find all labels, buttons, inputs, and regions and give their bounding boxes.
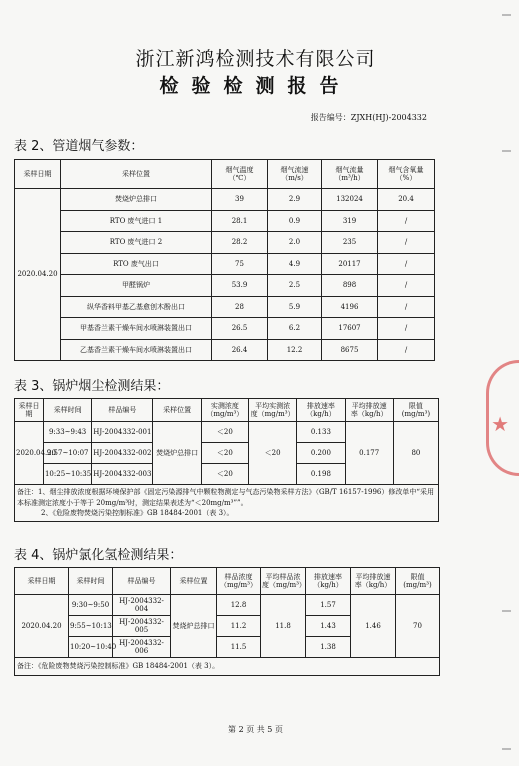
cell: 26.4 bbox=[212, 339, 268, 361]
col-header: 采样时间 bbox=[43, 399, 91, 422]
sample-date-cell: 2020.04.20 bbox=[15, 189, 61, 361]
cell: / bbox=[378, 275, 435, 297]
cell: 0.133 bbox=[297, 422, 345, 443]
table-row bbox=[15, 189, 435, 211]
cell: 2.5 bbox=[268, 275, 322, 297]
col-header: 平均实测浓 度（mg/m³） bbox=[248, 399, 296, 422]
table-row bbox=[15, 275, 435, 297]
cell: 4196 bbox=[322, 296, 378, 318]
cell: 12.2 bbox=[268, 339, 322, 361]
hcl-results-table bbox=[14, 567, 440, 676]
col-header: 烟气流速 （m/s） bbox=[268, 160, 322, 189]
cell: 1.38 bbox=[306, 637, 351, 658]
location-cell: 焚烧炉总排口 bbox=[153, 422, 201, 485]
cell: 26.5 bbox=[212, 318, 268, 340]
cell: HJ-2004332-004 bbox=[113, 595, 171, 616]
dust-results-table bbox=[14, 398, 439, 522]
cell: 焚烧炉总排口 bbox=[61, 189, 212, 211]
avg-rate-cell: 1.46 bbox=[351, 595, 396, 658]
table-row bbox=[15, 422, 439, 443]
cell: 2.0 bbox=[268, 232, 322, 254]
cell: 0.9 bbox=[268, 210, 322, 232]
cell: 12.8 bbox=[217, 595, 261, 616]
cell: 39 bbox=[212, 189, 268, 211]
sample-date-cell: 2020.04.20 bbox=[15, 422, 44, 485]
cell: 甲醛锅炉 bbox=[61, 275, 212, 297]
cell: 9:55~10:13 bbox=[69, 616, 113, 637]
cell: 235 bbox=[322, 232, 378, 254]
page-number: 第 2 页 共 5 页 bbox=[228, 725, 283, 734]
cell: 甲基香兰素干燥车间水喷淋装置出口 bbox=[61, 318, 212, 340]
cell: 28.2 bbox=[212, 232, 268, 254]
col-header: 限值(mg/m³) bbox=[396, 568, 440, 595]
cell: HJ-2004332-003 bbox=[92, 464, 153, 485]
cell: 11.2 bbox=[217, 616, 261, 637]
col-header: 样品浓度 （mg/m³） bbox=[217, 568, 261, 595]
cell: HJ-2004332-006 bbox=[113, 637, 171, 658]
table-row bbox=[15, 232, 435, 254]
edge-mark bbox=[502, 14, 511, 16]
cell: / bbox=[378, 210, 435, 232]
cell: 53.9 bbox=[212, 275, 268, 297]
limit-cell: 70 bbox=[396, 595, 440, 658]
cell: 10:20~10:40 bbox=[69, 637, 113, 658]
col-header: 烟气温度 （℃） bbox=[212, 160, 268, 189]
cell: 8675 bbox=[322, 339, 378, 361]
cell: 0.198 bbox=[297, 464, 345, 485]
cell: RTO 废气进口 1 bbox=[61, 210, 212, 232]
table-row bbox=[15, 210, 435, 232]
cell: 898 bbox=[322, 275, 378, 297]
cell: / bbox=[378, 296, 435, 318]
table3-note bbox=[15, 485, 439, 522]
cell: 11.5 bbox=[217, 637, 261, 658]
cell: 4.9 bbox=[268, 253, 322, 275]
table-row bbox=[15, 339, 435, 361]
report-title: 检验检测报告 bbox=[159, 75, 352, 97]
col-header: 实测浓度 （mg/m³） bbox=[201, 399, 248, 422]
cell: 132024 bbox=[322, 189, 378, 211]
cell: 10:25~10:35 bbox=[43, 464, 91, 485]
edge-mark bbox=[502, 150, 511, 152]
cell: / bbox=[378, 253, 435, 275]
cell: ＜20 bbox=[201, 464, 248, 485]
seal-star-icon: ★ bbox=[491, 412, 509, 436]
col-header: 平均样品浓 度（mg/m³） bbox=[261, 568, 306, 595]
avg-rate-cell: 0.177 bbox=[345, 422, 393, 485]
avg-conc-cell: ＜20 bbox=[248, 422, 296, 485]
col-header: 平均排放速 率（kg/h） bbox=[345, 399, 393, 422]
cell: 9:57~10:07 bbox=[43, 443, 91, 464]
table4-header-row bbox=[15, 568, 440, 595]
edge-mark bbox=[502, 748, 511, 750]
cell: 2.9 bbox=[268, 189, 322, 211]
cell: 纵华香料甲基乙基愈创木酚出口 bbox=[61, 296, 212, 318]
col-header: 样品编号 bbox=[113, 568, 171, 595]
cell: 9:30~9:50 bbox=[69, 595, 113, 616]
company-name: 浙江新鸿检测技术有限公司 bbox=[135, 48, 376, 70]
col-header: 样品编号 bbox=[92, 399, 153, 422]
table3-note-row bbox=[15, 485, 439, 522]
edge-mark bbox=[502, 610, 511, 612]
cell: 1.57 bbox=[306, 595, 351, 616]
limit-cell: 80 bbox=[393, 422, 438, 485]
location-cell: 焚烧炉总排口 bbox=[171, 595, 217, 658]
cell: 20117 bbox=[322, 253, 378, 275]
col-header: 采样日期 bbox=[15, 399, 44, 422]
col-header: 采样时间 bbox=[69, 568, 113, 595]
cell: 6.2 bbox=[268, 318, 322, 340]
col-header: 采样位置 bbox=[61, 160, 212, 189]
col-header: 采样位置 bbox=[153, 399, 201, 422]
cell: RTO 废气进口 2 bbox=[61, 232, 212, 254]
table-row bbox=[15, 595, 440, 616]
cell: ＜20 bbox=[201, 422, 248, 443]
cell: ＜20 bbox=[201, 443, 248, 464]
table-row bbox=[15, 318, 435, 340]
cell: 乙基香兰素干燥车间水喷淋装置出口 bbox=[61, 339, 212, 361]
col-header: 限值(mg/m³) bbox=[393, 399, 438, 422]
table2-heading: 表 2、管道烟气参数： bbox=[14, 139, 144, 154]
cell: 17607 bbox=[322, 318, 378, 340]
note-line-2: 2、《危险废物焚烧污染控制标准》GB 18484-2001（表 3）。 bbox=[41, 509, 234, 518]
col-header: 排放速率 （kg/h） bbox=[306, 568, 351, 595]
table-row bbox=[15, 296, 435, 318]
cell: RTO 废气出口 bbox=[61, 253, 212, 275]
cell: 319 bbox=[322, 210, 378, 232]
avg-conc-cell: 11.8 bbox=[261, 595, 306, 658]
cell: 5.9 bbox=[268, 296, 322, 318]
col-header: 采样日期 bbox=[15, 568, 69, 595]
report-number: 报告编号：ZJXH(HJ)-2004332 bbox=[310, 113, 427, 122]
cell: HJ-2004332-001 bbox=[92, 422, 153, 443]
cell: 0.200 bbox=[297, 443, 345, 464]
table4-note-row bbox=[15, 658, 440, 676]
col-header: 烟气含氧量 （%） bbox=[378, 160, 435, 189]
table4-note: 备注：《危险废物焚烧污染控制标准》GB 18484-2001（表 3）。 bbox=[15, 658, 440, 676]
cell: 9:33~9:43 bbox=[43, 422, 91, 443]
cell: / bbox=[378, 318, 435, 340]
cell: HJ-2004332-002 bbox=[92, 443, 153, 464]
table3-header-row bbox=[15, 399, 439, 422]
cell: 28.1 bbox=[212, 210, 268, 232]
table-row bbox=[15, 253, 435, 275]
sample-date-cell: 2020.04.20 bbox=[15, 595, 69, 658]
flue-gas-params-table bbox=[14, 159, 435, 361]
cell: / bbox=[378, 339, 435, 361]
table3-heading: 表 3、锅炉烟尘检测结果： bbox=[14, 379, 170, 394]
cell: 1.43 bbox=[306, 616, 351, 637]
col-header: 烟气流量 （m³/h） bbox=[322, 160, 378, 189]
col-header: 采样位置 bbox=[171, 568, 217, 595]
cell: 28 bbox=[212, 296, 268, 318]
table2-header-row bbox=[15, 160, 435, 189]
table4-heading: 表 4、锅炉氯化氢检测结果： bbox=[14, 548, 183, 563]
note-line-1: 备注：1、烟尘排放浓度根据环境保护部《固定污染源排气中颗粒物测定与气态污染物采样方法》（GB/T 16157-1996）修改单中“采用本标准测定浓度小于等于 20mg/m³时，测定结果表述为“＜20mg/m³””。 bbox=[17, 488, 434, 507]
cell: HJ-2004332-005 bbox=[113, 616, 171, 637]
col-header: 排放速率 （kg/h） bbox=[297, 399, 345, 422]
cell: 75 bbox=[212, 253, 268, 275]
cell: / bbox=[378, 232, 435, 254]
col-header: 采样日期 bbox=[15, 160, 61, 189]
cell: 20.4 bbox=[378, 189, 435, 211]
col-header: 平均排放速 率（kg/h） bbox=[351, 568, 396, 595]
